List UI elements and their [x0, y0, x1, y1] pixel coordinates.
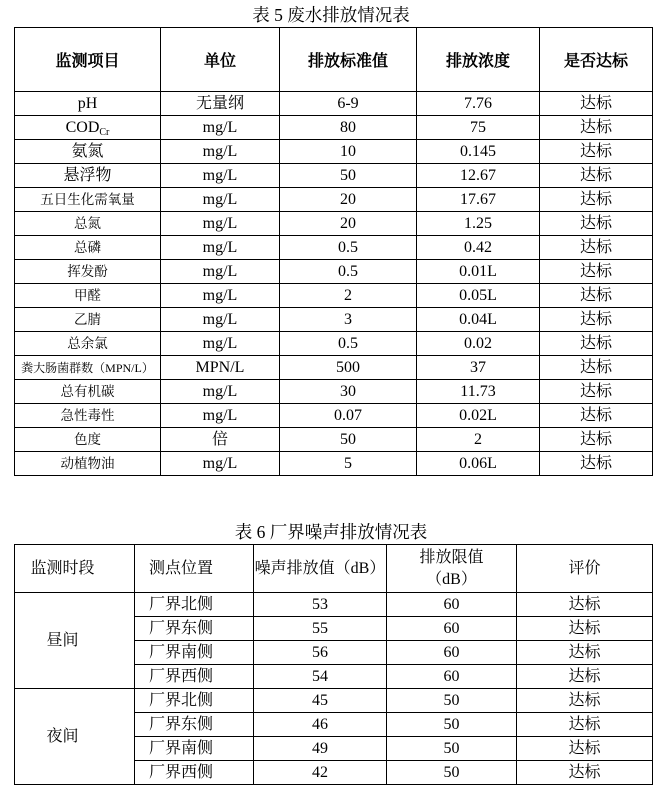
table6-row: [15, 593, 653, 617]
unit-cell-text: 倍: [211, 430, 228, 448]
chemical-subscript: Cr: [99, 126, 110, 138]
wastewater-discharge-table: [14, 27, 653, 476]
header-compliance: 是否达标: [540, 28, 653, 92]
noise-limit-cell-text: 60: [443, 619, 460, 637]
evaluation-cell: [517, 665, 653, 689]
table5-row: [15, 116, 653, 140]
monitoring-item-cell: [15, 164, 161, 188]
monitoring-item-cell: [15, 452, 161, 476]
discharge-concentration-cell-text: 7.76: [464, 94, 492, 112]
header-noise-value: 噪声排放值（dB）: [254, 545, 387, 593]
standard-limit-cell: [280, 188, 417, 212]
standard-limit-cell-text: 0.5: [338, 238, 358, 256]
table5-row: [15, 380, 653, 404]
unit-cell: [161, 404, 280, 428]
compliance-cell: [540, 260, 653, 284]
discharge-concentration-cell: [417, 212, 540, 236]
standard-limit-cell: [280, 236, 417, 260]
standard-limit-cell-text: 20: [340, 214, 356, 232]
compliance-cell-text: 达标: [579, 334, 612, 352]
monitoring-item-cell-text: 甲醛: [74, 287, 101, 303]
compliance-cell-text: 达标: [579, 190, 612, 208]
compliance-cell-text: 达标: [579, 406, 612, 424]
discharge-concentration-cell: [417, 284, 540, 308]
unit-cell-text: 无量纲: [195, 94, 244, 112]
standard-limit-cell-text: 20: [340, 190, 356, 208]
compliance-cell: [540, 164, 653, 188]
standard-limit-cell: [280, 332, 417, 356]
noise-value-cell-text: 55: [312, 619, 328, 637]
monitoring-period-text: 昼间: [46, 631, 79, 649]
measurement-point-cell: [135, 737, 254, 761]
discharge-concentration-cell-text: 37: [470, 358, 486, 376]
standard-limit-cell: [280, 116, 417, 140]
noise-limit-cell-text: 50: [443, 763, 460, 781]
noise-value-cell-text: 53: [312, 595, 328, 613]
standard-limit-cell-text: 30: [340, 382, 356, 400]
standard-limit-cell-text: 2: [344, 286, 352, 304]
discharge-concentration-cell: [417, 92, 540, 116]
discharge-concentration-cell: [417, 404, 540, 428]
unit-cell: [161, 92, 280, 116]
compliance-cell: [540, 332, 653, 356]
noise-value-cell: [254, 593, 387, 617]
discharge-concentration-cell-text: 17.67: [460, 190, 496, 208]
discharge-concentration-cell: [417, 428, 540, 452]
unit-cell: [161, 140, 280, 164]
noise-limit-cell: [387, 641, 517, 665]
monitoring-item-cell: [15, 116, 161, 140]
noise-value-cell: [254, 737, 387, 761]
standard-limit-cell-text: 80: [340, 118, 356, 136]
standard-limit-cell-text: 3: [344, 310, 352, 328]
standard-limit-cell: [280, 428, 417, 452]
table6-header-row: [15, 545, 653, 593]
noise-value-cell-text: 56: [312, 643, 328, 661]
measurement-point-cell-text: 厂界西侧: [149, 667, 214, 685]
noise-value-cell-text: 46: [312, 715, 328, 733]
unit-cell: [161, 356, 280, 380]
table5-body: [15, 92, 653, 476]
standard-limit-cell: [280, 308, 417, 332]
compliance-cell-text: 达标: [579, 358, 612, 376]
monitoring-item-cell: [15, 404, 161, 428]
standard-limit-cell: [280, 260, 417, 284]
evaluation-cell-text: 达标: [568, 691, 601, 709]
monitoring-item-cell-text: 动植物油: [60, 455, 115, 471]
measurement-point-cell-text: 厂界东侧: [149, 715, 214, 733]
noise-limit-cell: [387, 713, 517, 737]
measurement-point-cell-text: 厂界北侧: [149, 691, 214, 709]
noise-value-cell-text: 54: [312, 667, 328, 685]
monitoring-item-cell-text: 乙腈: [74, 311, 101, 327]
discharge-concentration-cell-text: 75: [470, 118, 486, 136]
monitoring-item-cell: [15, 332, 161, 356]
noise-value-cell: [254, 617, 387, 641]
discharge-concentration-cell-text: 0.145: [460, 142, 496, 160]
evaluation-cell: [517, 761, 653, 785]
monitoring-item-cell: [15, 356, 161, 380]
compliance-cell: [540, 284, 653, 308]
compliance-cell-text: 达标: [579, 382, 612, 400]
monitoring-item-cell: [15, 428, 161, 452]
standard-limit-cell-text: 6-9: [337, 94, 359, 112]
discharge-concentration-cell-text: 0.05L: [459, 286, 497, 304]
standard-limit-cell: [280, 404, 417, 428]
discharge-concentration-cell: [417, 164, 540, 188]
compliance-cell-text: 达标: [579, 142, 612, 160]
table5-row: [15, 452, 653, 476]
measurement-point-cell-text: 厂界西侧: [149, 763, 214, 781]
standard-limit-cell-text: 500: [336, 358, 360, 376]
unit-cell-text: MPN/L: [195, 358, 245, 376]
discharge-concentration-cell: [417, 188, 540, 212]
monitoring-period-cell: [15, 593, 135, 689]
monitoring-item-cell-text: 总有机碳: [60, 383, 115, 399]
header-standard-limit: 排放标准值: [280, 28, 417, 92]
boundary-noise-table: [14, 544, 653, 785]
measurement-point-cell-text: 厂界南侧: [149, 643, 214, 661]
discharge-concentration-cell: [417, 332, 540, 356]
noise-limit-cell: [387, 617, 517, 641]
monitoring-item-cell-text: 急性毒性: [60, 407, 115, 423]
noise-limit-cell: [387, 689, 517, 713]
standard-limit-cell-text: 5: [344, 454, 352, 472]
compliance-cell: [540, 452, 653, 476]
measurement-point-cell-text: 厂界南侧: [149, 739, 214, 757]
unit-cell-text: mg/L: [202, 406, 238, 424]
monitoring-item-cell-text: COD: [65, 118, 100, 136]
measurement-point-cell-text: 厂界北侧: [149, 595, 214, 613]
evaluation-cell-text: 达标: [568, 619, 601, 637]
table5-row: [15, 212, 653, 236]
standard-limit-cell-text: 10: [340, 142, 356, 160]
unit-cell: [161, 236, 280, 260]
unit-cell-text: mg/L: [202, 142, 238, 160]
standard-limit-cell: [280, 164, 417, 188]
unit-cell: [161, 116, 280, 140]
discharge-concentration-cell: [417, 236, 540, 260]
noise-value-cell-text: 49: [312, 739, 328, 757]
compliance-cell: [540, 380, 653, 404]
unit-cell: [161, 260, 280, 284]
discharge-concentration-cell: [417, 260, 540, 284]
noise-limit-cell-text: 50: [443, 739, 460, 757]
measurement-point-cell: [135, 665, 254, 689]
measurement-point-cell-text: 厂界东侧: [149, 619, 214, 637]
monitoring-item-cell-text: 挥发酚: [67, 263, 108, 279]
table5-row: [15, 332, 653, 356]
table5-caption: 表 5 废水排放情况表: [252, 5, 410, 25]
standard-limit-cell-text: 50: [340, 430, 356, 448]
monitoring-item-cell: [15, 212, 161, 236]
header-unit: 单位: [161, 28, 280, 92]
monitoring-item-cell: [15, 380, 161, 404]
header-noise-limit: [387, 545, 517, 593]
compliance-cell: [540, 356, 653, 380]
unit-cell-text: mg/L: [202, 118, 238, 136]
discharge-concentration-cell-text: 0.04L: [459, 310, 497, 328]
header-noise-limit-line2: （dB）: [426, 570, 477, 588]
header-evaluation: 评价: [517, 545, 653, 593]
standard-limit-cell-text: 0.07: [334, 406, 362, 424]
noise-limit-cell-text: 60: [443, 595, 460, 613]
compliance-cell-text: 达标: [579, 286, 612, 304]
monitoring-item-cell-text: 总氮: [74, 215, 101, 231]
evaluation-cell: [517, 617, 653, 641]
unit-cell: [161, 212, 280, 236]
unit-cell-text: mg/L: [202, 166, 238, 184]
noise-value-cell: [254, 713, 387, 737]
unit-cell-text: mg/L: [202, 238, 238, 256]
evaluation-cell: [517, 641, 653, 665]
noise-value-cell: [254, 641, 387, 665]
unit-cell-text: mg/L: [202, 310, 238, 328]
header-noise-limit-line1: 排放限值: [419, 548, 484, 566]
standard-limit-cell: [280, 380, 417, 404]
monitoring-item-cell-text: 悬浮物: [63, 166, 112, 184]
noise-limit-cell: [387, 761, 517, 785]
monitoring-item-cell: [15, 236, 161, 260]
evaluation-cell-text: 达标: [568, 763, 601, 781]
measurement-point-cell: [135, 617, 254, 641]
monitoring-item-cell-text: pH: [77, 94, 98, 112]
unit-cell-text: mg/L: [202, 334, 238, 352]
evaluation-cell: [517, 713, 653, 737]
compliance-cell-text: 达标: [579, 310, 612, 328]
table5-row: [15, 164, 653, 188]
compliance-cell: [540, 404, 653, 428]
noise-value-cell: [254, 665, 387, 689]
compliance-cell: [540, 116, 653, 140]
table5-row: [15, 260, 653, 284]
standard-limit-cell-text: 0.5: [338, 334, 358, 352]
discharge-concentration-cell: [417, 308, 540, 332]
header-discharge-concentration: 排放浓度: [417, 28, 540, 92]
noise-limit-cell-text: 60: [443, 643, 460, 661]
unit-cell-text: mg/L: [202, 382, 238, 400]
table6-row: [15, 689, 653, 713]
standard-limit-cell-text: 0.5: [338, 262, 358, 280]
table5-row: [15, 284, 653, 308]
table5-row: [15, 188, 653, 212]
table6-body: [15, 593, 653, 785]
unit-cell: [161, 188, 280, 212]
unit-cell-text: mg/L: [202, 262, 238, 280]
table5-row: [15, 92, 653, 116]
measurement-point-cell: [135, 689, 254, 713]
discharge-concentration-cell-text: 0.42: [464, 238, 492, 256]
unit-cell: [161, 428, 280, 452]
discharge-concentration-cell-text: 0.02: [464, 334, 492, 352]
unit-cell-text: mg/L: [202, 190, 238, 208]
evaluation-cell: [517, 737, 653, 761]
monitoring-item-cell: [15, 188, 161, 212]
monitoring-item-cell: [15, 92, 161, 116]
compliance-cell: [540, 188, 653, 212]
compliance-cell-text: 达标: [579, 430, 612, 448]
unit-cell-text: mg/L: [202, 454, 238, 472]
noise-limit-cell-text: 60: [443, 667, 460, 685]
discharge-concentration-cell-text: 2: [474, 430, 482, 448]
noise-value-cell-text: 42: [312, 763, 328, 781]
evaluation-cell-text: 达标: [568, 643, 601, 661]
table5-row: [15, 404, 653, 428]
discharge-concentration-cell-text: 0.02L: [459, 406, 497, 424]
monitoring-item-cell: [15, 140, 161, 164]
standard-limit-cell-text: 50: [340, 166, 356, 184]
evaluation-cell-text: 达标: [568, 667, 601, 685]
evaluation-cell-text: 达标: [568, 595, 601, 613]
noise-limit-cell: [387, 737, 517, 761]
noise-value-cell: [254, 761, 387, 785]
table5-row: [15, 236, 653, 260]
monitoring-item-cell: [15, 260, 161, 284]
compliance-cell: [540, 308, 653, 332]
compliance-cell-text: 达标: [579, 166, 612, 184]
standard-limit-cell: [280, 284, 417, 308]
discharge-concentration-cell-text: 0.01L: [459, 262, 497, 280]
unit-cell: [161, 452, 280, 476]
compliance-cell-text: 达标: [579, 94, 612, 112]
monitoring-item-cell-text: 五日生化需氧量: [40, 191, 135, 207]
discharge-concentration-cell: [417, 380, 540, 404]
compliance-cell: [540, 92, 653, 116]
measurement-point-cell: [135, 713, 254, 737]
table5-row: [15, 308, 653, 332]
table5-header-row: [15, 28, 653, 92]
table6-caption: 表 6 厂界噪声排放情况表: [234, 522, 428, 542]
evaluation-cell: [517, 689, 653, 713]
unit-cell-text: mg/L: [202, 286, 238, 304]
discharge-concentration-cell-text: 11.73: [460, 382, 496, 400]
monitoring-item-cell-text: 氨氮: [71, 142, 104, 160]
noise-limit-cell-text: 50: [443, 715, 460, 733]
unit-cell: [161, 380, 280, 404]
noise-limit-cell-text: 50: [443, 691, 460, 709]
table5-row: [15, 356, 653, 380]
measurement-point-cell: [135, 761, 254, 785]
discharge-concentration-cell-text: 12.67: [460, 166, 496, 184]
noise-value-cell: [254, 689, 387, 713]
header-measurement-point: 测点位置: [135, 545, 254, 593]
table5-row: [15, 428, 653, 452]
unit-cell-text: mg/L: [202, 214, 238, 232]
noise-limit-cell: [387, 665, 517, 689]
compliance-cell-text: 达标: [579, 118, 612, 136]
monitoring-period-text: 夜间: [46, 727, 79, 745]
discharge-concentration-cell: [417, 116, 540, 140]
header-monitoring-period: 监测时段: [15, 545, 135, 593]
monitoring-item-cell: [15, 308, 161, 332]
discharge-concentration-cell-text: 0.06L: [459, 454, 497, 472]
measurement-point-cell: [135, 593, 254, 617]
compliance-cell-text: 达标: [579, 262, 612, 280]
unit-cell: [161, 284, 280, 308]
noise-limit-cell: [387, 593, 517, 617]
monitoring-item-cell-text: 色度: [74, 431, 101, 447]
compliance-cell-text: 达标: [579, 214, 612, 232]
compliance-cell-text: 达标: [579, 238, 612, 256]
unit-cell: [161, 164, 280, 188]
discharge-concentration-cell: [417, 140, 540, 164]
compliance-cell: [540, 140, 653, 164]
standard-limit-cell: [280, 92, 417, 116]
standard-limit-cell: [280, 356, 417, 380]
monitoring-item-cell: [15, 284, 161, 308]
compliance-cell: [540, 236, 653, 260]
unit-cell: [161, 332, 280, 356]
monitoring-item-cell-text: 总余氯: [67, 335, 108, 351]
noise-value-cell-text: 45: [312, 691, 328, 709]
standard-limit-cell: [280, 212, 417, 236]
evaluation-cell-text: 达标: [568, 715, 601, 733]
monitoring-period-cell: [15, 689, 135, 785]
evaluation-cell-text: 达标: [568, 739, 601, 757]
evaluation-cell: [517, 593, 653, 617]
discharge-concentration-cell: [417, 452, 540, 476]
compliance-cell: [540, 212, 653, 236]
monitoring-item-cell-text: 总磷: [74, 239, 101, 255]
monitoring-item-cell-text: 粪大肠菌群数（MPN/L）: [21, 360, 154, 375]
header-monitoring-item: 监测项目: [15, 28, 161, 92]
table5-row: [15, 140, 653, 164]
standard-limit-cell: [280, 140, 417, 164]
discharge-concentration-cell-text: 1.25: [464, 214, 492, 232]
standard-limit-cell: [280, 452, 417, 476]
measurement-point-cell: [135, 641, 254, 665]
unit-cell: [161, 308, 280, 332]
compliance-cell: [540, 428, 653, 452]
discharge-concentration-cell: [417, 356, 540, 380]
compliance-cell-text: 达标: [579, 454, 612, 472]
